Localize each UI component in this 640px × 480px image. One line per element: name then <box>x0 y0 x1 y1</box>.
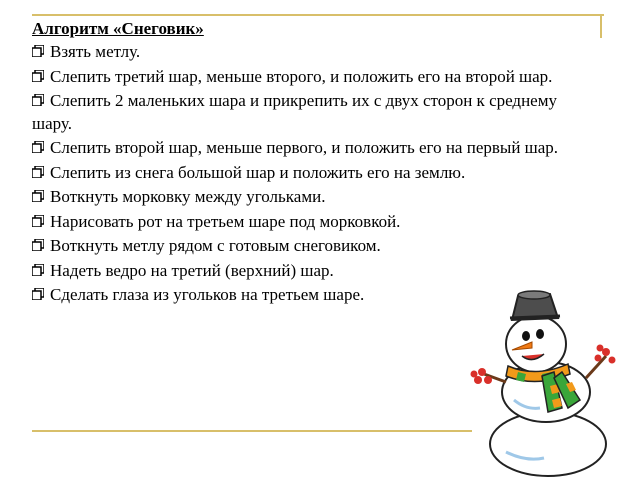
step-text: Сделать глаза из угольков на третьем шаре. <box>50 285 365 304</box>
list-item <box>32 260 592 283</box>
list-item <box>32 235 592 258</box>
step-text: Слепить третий шар, меньше второго, и положить его на второй шар. <box>50 66 553 86</box>
snowman-illustration <box>466 282 626 478</box>
top-rule <box>32 14 604 16</box>
right-rule <box>600 14 602 38</box>
list-item <box>32 41 592 64</box>
checkbox-bullet-icon <box>32 70 44 82</box>
checkbox-bullet-icon <box>32 141 44 153</box>
list-item <box>32 211 592 234</box>
step-text: Надеть ведро на третий (верхний) шар. <box>50 260 334 280</box>
checkbox-bullet-icon <box>32 190 44 202</box>
checkbox-bullet-icon <box>32 215 44 227</box>
step-text: Нарисовать рот на третьем шаре под морковкой. <box>50 211 401 231</box>
bottom-rule <box>32 430 472 432</box>
checkbox-bullet-icon <box>32 166 44 178</box>
step-text: Взять метлу. <box>50 42 141 61</box>
checkbox-bullet-icon <box>32 45 44 57</box>
step-text: Слепить второй шар, меньше первого, и положить его на первый шар. <box>50 138 559 157</box>
list-item <box>32 186 592 209</box>
page-title: Алгоритм «Снеговик» <box>32 19 204 38</box>
step-text: Воткнуть метлу рядом с готовым снеговиком. <box>50 236 381 255</box>
checkbox-bullet-icon <box>32 94 44 106</box>
checkbox-bullet-icon <box>32 288 44 300</box>
list-item <box>32 90 592 135</box>
list-item <box>32 137 592 160</box>
step-text: Воткнуть морковку между угольками. <box>50 187 326 206</box>
checkbox-bullet-icon <box>32 239 44 251</box>
steps-list <box>32 41 592 307</box>
algorithm-slide <box>32 18 592 309</box>
checkbox-bullet-icon <box>32 264 44 276</box>
list-item <box>32 66 592 89</box>
list-item <box>32 162 592 185</box>
step-text: Слепить из снега большой шар и положить его на землю. <box>50 162 466 182</box>
step-text: Слепить 2 маленьких шара и прикрепить их с двух сторон к среднему шару. <box>32 91 557 133</box>
